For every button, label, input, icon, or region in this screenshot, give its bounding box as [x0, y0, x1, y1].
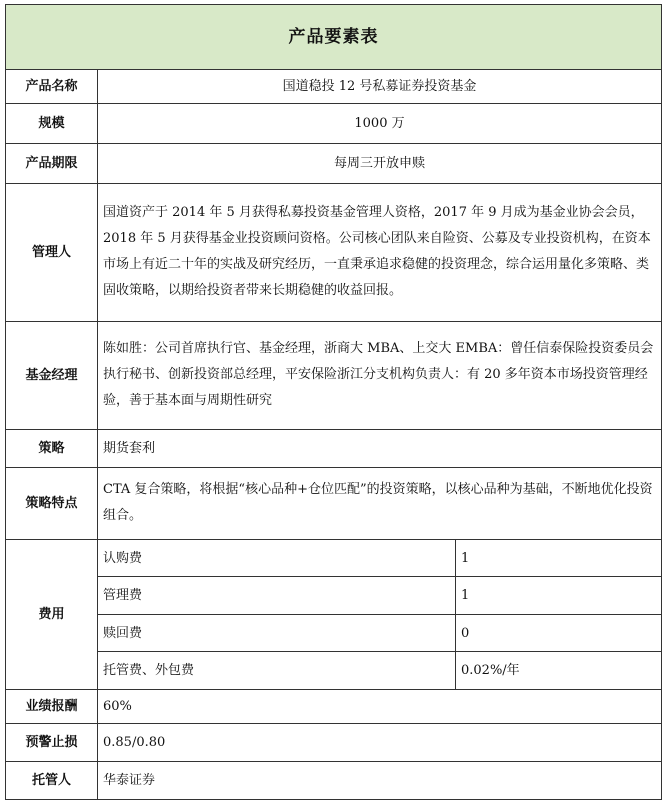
fee-value: 0 [456, 615, 662, 652]
row-custodian [6, 762, 662, 800]
row-strategy-features [6, 468, 662, 540]
row-fee-subscription [6, 540, 662, 577]
value-product-name: 国道稳投 12 号私募证券投资基金 [98, 70, 662, 104]
label-product-name: 产品名称 [6, 70, 98, 104]
value-strategy-features: CTA 复合策略，将根据“核心品种+仓位匹配”的投资策略，以核心品种为基础，不断地优化投资组合。 [98, 468, 662, 540]
value-scale: 1000 万 [98, 104, 662, 144]
label-strategy-features: 策略特点 [6, 468, 98, 540]
row-fee-redemption [6, 615, 662, 652]
row-fee-management [6, 577, 662, 615]
row-fee-custody [6, 652, 662, 690]
label-term: 产品期限 [6, 144, 98, 184]
value-term: 每周三开放申赎 [98, 144, 662, 184]
title-row [6, 5, 662, 70]
row-performance-fee [6, 690, 662, 724]
fee-name: 托管费、外包费 [98, 652, 456, 690]
row-term [6, 144, 662, 184]
row-stop-loss [6, 724, 662, 762]
value-strategy: 期货套利 [98, 430, 662, 468]
row-fund-manager [6, 322, 662, 430]
fee-value: 1 [456, 540, 662, 577]
fee-name: 赎回费 [98, 615, 456, 652]
label-manager: 管理人 [6, 184, 98, 322]
label-custodian: 托管人 [6, 762, 98, 800]
row-scale [6, 104, 662, 144]
label-stop-loss: 预警止损 [6, 724, 98, 762]
fee-name: 认购费 [98, 540, 456, 577]
fee-value: 1 [456, 577, 662, 615]
label-scale: 规模 [6, 104, 98, 144]
value-performance-fee: 60% [98, 690, 662, 724]
value-fund-manager: 陈如胜：公司首席执行官、基金经理，浙商大 MBA、上交大 EMBA：曾任信泰保险投资委员会执行秘书、创新投资部总经理，平安保险浙江分支机构负责人：有 20 多年资本市场投资管理经验，善于基本面与周期性研究 [98, 322, 662, 430]
row-product-name [6, 70, 662, 104]
product-elements-table [5, 4, 662, 800]
value-custodian: 华泰证券 [98, 762, 662, 800]
label-fees: 费用 [6, 540, 98, 690]
label-strategy: 策略 [6, 430, 98, 468]
value-stop-loss: 0.85/0.80 [98, 724, 662, 762]
table-title: 产品要素表 [6, 5, 662, 70]
fee-value: 0.02%/年 [456, 652, 662, 690]
label-performance-fee: 业绩报酬 [6, 690, 98, 724]
value-manager: 国道资产于 2014 年 5 月获得私募投资基金管理人资格，2017 年 9 月成为基金业协会会员，2018 年 5 月获得基金业投资顾问资格。公司核心团队来自险资、公募及专业投资机构，在资本市场上有近二十年的实战及研究经历，一直秉承追求稳健的投资理念，综合运用量化多策略、类固收策略，以期给投资者带来长期稳健的收益回报。 [98, 184, 662, 322]
fee-name: 管理费 [98, 577, 456, 615]
row-manager [6, 184, 662, 322]
row-strategy [6, 430, 662, 468]
label-fund-manager: 基金经理 [6, 322, 98, 430]
